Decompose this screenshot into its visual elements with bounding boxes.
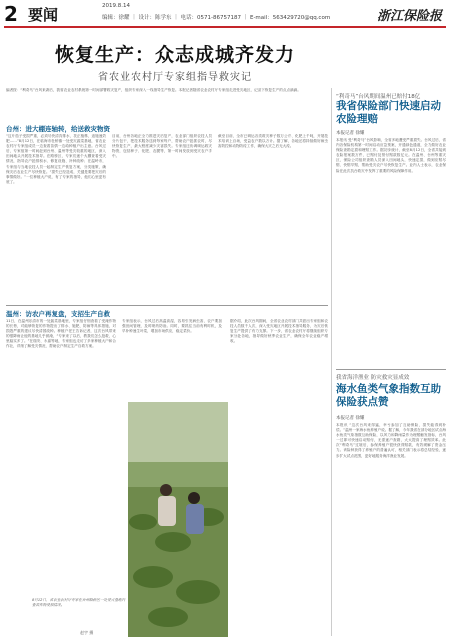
news-photo bbox=[128, 402, 228, 637]
photo-credit: 赵宇 摄 bbox=[80, 630, 94, 635]
side2-body: 本报讯 “这次台风来得猛，幸亏参加了互助保险，损失能得到补偿。”温州一家海水鱼养殖户说。据了解，今年我省在部分地区试点海水鱼类气象指数互助保险，以风力和降雨量作为理赔触发指标，台风一过即可快速启动赔付，无需逐户查勘，大大提高了理赔效率。此次“利奇马”过境后，参保养殖户很快获得赔款，有效缓解了资金压力。该险种获得了养殖户的普遍认可，相关部门表示将总结经验，逐步扩大试点范围，更好地服务海洋渔业发展。 bbox=[336, 423, 446, 458]
article-column-4: 11日，在温州乐清市的一处蔬菜基地里，专家组仔细查看了受淹作物的长势，对能够恢复的作物提出了排水、施肥、防病等具体措施，对损毁严重的建议尽快清园改种。种植户老王告诉记者，这次台风带来的强降雨让他的基地几乎被淹，“专家来了以后，教我们怎么抢救，心里踏实多了。”在瑞安、永嘉等地，专家组也走访了多家种植大户和合作社，详细了解受灾情况，帮助农户制定生产自救方案。 bbox=[6, 319, 116, 349]
main-subhead: 省农业农村厅专家组指导救灾记 bbox=[98, 72, 252, 83]
masthead-rule bbox=[4, 26, 446, 28]
section-name: 要闻 bbox=[28, 6, 59, 24]
masthead bbox=[0, 0, 450, 34]
section-divider bbox=[6, 305, 328, 306]
main-headline: 恢复生产：众志成城齐发力 bbox=[54, 44, 295, 66]
article-column-4-cont bbox=[6, 404, 124, 594]
side2-headline: 海水鱼类气象指数互助保险获点赞 bbox=[336, 383, 441, 408]
editor-info: 编辑：徐耀 ｜ 设计：陈学东 ｜ 电话：0571-86757187 ｜ E-mail：563429720@qq.com bbox=[102, 15, 331, 21]
page-number: 2 bbox=[4, 2, 18, 26]
article-column-1: “这片茄子受损严重，必须尽快清沟排水，扶正植株，追施速效肥……”8月12日，在临海市杜桥镇一处受灾蔬菜基地，省农业农村厅专家组成员一边查看苗情一边给种植户出主意。台风过后，专家组第一时间赶到台州、温州等受灾较重的地区，深入田间地头开展技术指导。在路桥区，专家们逐个大棚查看受灾情况，指导农户抢排积水、修复设施、补种改种；在温岭市，专家组与当地农技人员一起制定生产恢复方案，分类施策，确保灾后农业生产尽快恢复。“损失已经造成，关键是要把灾后的事情做好。”一位种植大户说，有了专家的指导，他们心里更有底了。 bbox=[6, 134, 106, 184]
article-column-5: 专家组表示，台风过后高温高湿，容易引发病虫害，农户要加强田间管理，及时喷药防治。同时，要抓住当前有利时机，及早补种速生叶菜，增加市场供应，稳定菜价。 bbox=[122, 319, 222, 334]
article-column-2: 目前，台州各地正全力推进灾后复产，农业部门组织农技人员分片包干，把技术服务送到每家每户，帮助农户抢抓农时，尽快恢复生产，最大程度减少灾害损失。专家组还协调调运救灾物资，包括种子、化肥、农膜等，第一时间发放到受灾农户手中。 bbox=[112, 134, 212, 159]
section-title-wenzhou: 温州：访农户再复盘，支招生产自救 bbox=[6, 310, 110, 318]
article-column-3: 截至目前，全市已调运各类救灾种子数万公斤、化肥上千吨，开展技术培训上百场，受益农户数以万计。据了解，各地还将持续做好病虫害防控和动物防疫工作，确保大灾之后无大疫。 bbox=[218, 134, 328, 149]
lead-paragraph: 编者按：“利奇马”台风来袭后，我省农业农村系统第一时间部署救灾复产，组织专家深入一线指导生产恢复。本报记者随省农业农村厅专家组走进受灾地区，记录下恢复生产的点点滴滴。 bbox=[6, 88, 301, 92]
issue-date: 2019.8.14 bbox=[102, 3, 130, 9]
side2-kicker: 我省海洋渔业 防灾救灾显成效 bbox=[336, 375, 410, 381]
side1-kicker: “利奇马”台风期间温州已赔付18亿 bbox=[336, 94, 421, 100]
photo-caption: 8月12日，省农业农村厅专家在台州路桥区一处受灾基地内查看作物受损情况。 bbox=[32, 598, 126, 607]
article-column-6: 据介绍，此次台风期间，全省农业农村部门共派出专家组和农技人员数千人次，深入受灾地区开展技术指导服务，为灾后恢复生产提供了有力支撑。下一步，省农业农村厅将继续组织专家分赴各地，指导做好秋季农业生产，确保全年农业稳产增收。 bbox=[230, 319, 328, 344]
section-title-taizhou: 台州：进大棚连轴转，给送救灾物资 bbox=[6, 125, 110, 133]
farm-photo-illustration bbox=[128, 402, 228, 637]
newspaper-logo: 浙江保险报 bbox=[376, 9, 442, 24]
side-divider bbox=[336, 369, 446, 370]
column-divider bbox=[331, 88, 332, 636]
side1-byline: 本报记者 徐耀 bbox=[336, 131, 365, 136]
side1-body: 本报讯 受“利奇马”台风影响，全省多地遭受严重损失。台风过后，省内各保险机构第一时间启动应急预案，开通绿色通道，全力做好农业保险查勘定损和理赔工作。据初步统计，截至8月12日，全省共接到农险报案数万件，已赔付及预付赔款数亿元。在温州、台州等重灾区，保险公司组织查勘人员深入田间地头，快速定损，做到应赔尽赔、快赔早赔，帮助受灾农户尽快恢复生产。业内人士表示，农业保险在此次抗台救灾中发挥了重要的风险保障作用。 bbox=[336, 138, 446, 173]
side2-byline: 本报记者 徐耀 bbox=[336, 416, 365, 421]
side1-headline: 我省保险部门快速启动农险理赔 bbox=[336, 100, 441, 125]
